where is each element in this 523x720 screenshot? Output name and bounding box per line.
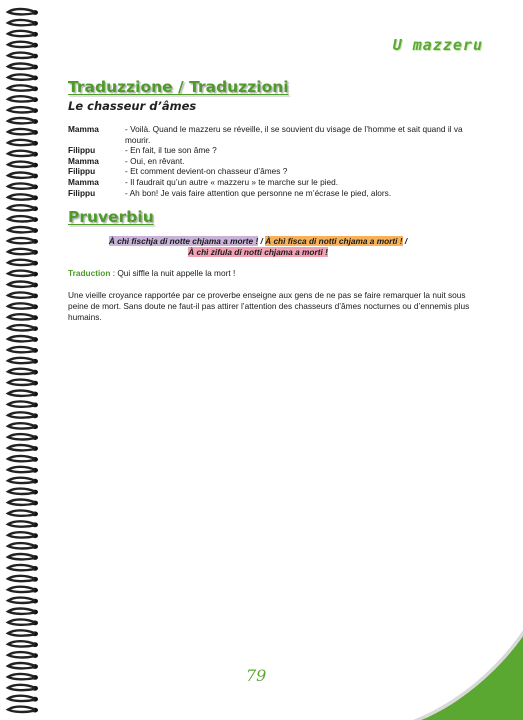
translation <box>68 268 488 279</box>
binding-ring <box>8 587 38 593</box>
speaker: Mamma <box>68 124 99 134</box>
dialogue <box>68 124 478 198</box>
section-title-translation: Traduzzione / Traduzzioni <box>68 78 289 96</box>
binding-ring <box>8 641 38 647</box>
binding-ring <box>8 292 38 298</box>
binding-ring <box>8 685 38 691</box>
binding-ring <box>8 129 38 135</box>
binding-ring <box>8 336 38 342</box>
proverb-variant-2: À chì fisca di notti chjama a morti ! <box>265 236 403 246</box>
speech: - En fait, il tue son âme ? <box>125 145 217 156</box>
binding-ring <box>8 314 38 320</box>
binding-ring <box>8 434 38 440</box>
speaker: Filippu <box>68 166 96 177</box>
binding-ring <box>8 510 38 516</box>
binding-ring <box>8 85 38 91</box>
binding-ring <box>8 303 38 309</box>
binding-ring <box>8 173 38 179</box>
binding-ring <box>8 282 38 288</box>
binding-ring <box>8 423 38 429</box>
binding-ring <box>8 20 38 26</box>
binding-ring <box>8 478 38 484</box>
dialogue-line <box>68 188 478 199</box>
speaker: Mamma <box>68 176 99 187</box>
binding-ring <box>8 609 38 615</box>
binding-ring <box>8 74 38 80</box>
binding-ring <box>8 456 38 462</box>
binding-ring <box>8 401 38 407</box>
binding-ring <box>8 53 38 59</box>
binding-ring <box>8 216 38 222</box>
binding-ring <box>8 391 38 397</box>
binding-ring <box>8 260 38 266</box>
translation-label: Traduction <box>68 268 111 278</box>
binding-ring <box>8 565 38 571</box>
dialogue-line <box>68 177 478 188</box>
speaker: Mamma <box>68 155 99 166</box>
speech: - Il faudrait qu’un autre « mazzeru » te marche sur le pied. <box>125 176 339 187</box>
binding-ring <box>8 630 38 636</box>
binding-ring <box>8 347 38 353</box>
binding-ring <box>8 107 38 113</box>
binding-ring <box>8 554 38 560</box>
binding-ring <box>8 151 38 157</box>
proverb-separator: / <box>402 236 408 246</box>
binding-ring <box>8 598 38 604</box>
binding-ring <box>8 162 38 168</box>
binding-ring <box>8 619 38 625</box>
speaker: Filippu <box>68 187 96 198</box>
proverb-variant-3: À chì zifula di notti chjama a morti ! <box>188 247 328 258</box>
binding-ring <box>8 140 38 146</box>
binding-ring <box>8 358 38 364</box>
binding-ring <box>8 696 38 702</box>
binding-ring <box>8 249 38 255</box>
binding-ring <box>8 489 38 495</box>
binding-ring <box>8 96 38 102</box>
binding-ring <box>8 271 38 277</box>
binding-ring <box>8 205 38 211</box>
binding-ring <box>8 521 38 527</box>
binding-ring <box>8 238 38 244</box>
binding-ring <box>8 663 38 669</box>
binding-ring <box>8 227 38 233</box>
dialogue-line <box>68 156 478 167</box>
explanation-paragraph: Une vieille croyance rapportée par ce proverbe enseigne aux gens de ne pas se faire remarquer la nuit sous peine de mort. Sans doute ne faut-il pas attirer l’attention des chasseurs d’âmes nocturnes ou d’ennemis plus humains. <box>68 290 470 322</box>
corner-decoration <box>413 630 523 720</box>
binding-ring <box>8 42 38 48</box>
translation-text: : Qui siffle la nuit appelle la mort ! <box>110 268 236 278</box>
spiral-binding <box>0 0 48 720</box>
binding-ring <box>8 118 38 124</box>
binding-ring <box>8 576 38 582</box>
dialogue-line <box>68 145 478 156</box>
binding-ring <box>8 500 38 506</box>
binding-ring <box>8 445 38 451</box>
binding-ring <box>8 707 38 713</box>
proverb-separator: / <box>258 236 266 246</box>
binding-ring <box>8 325 38 331</box>
dialogue-line <box>68 166 478 177</box>
binding-ring <box>8 652 38 658</box>
section-title-proverb: Pruverbiu <box>68 208 154 226</box>
dialogue-line <box>68 124 478 145</box>
binding-ring <box>8 543 38 549</box>
binding-ring <box>8 369 38 375</box>
binding-ring <box>8 532 38 538</box>
header-title: U mazzeru <box>392 36 483 54</box>
speech: - Voilà. Quand le mazzeru se réveille, il se souvient du visage de l’homme et sait quand il va mourir. <box>125 124 463 145</box>
speech: - Et comment devient-on chasseur d’âmes ? <box>125 166 288 177</box>
binding-ring <box>8 380 38 386</box>
speech: - Ah bon! Je vais faire attention que personne ne m’écrase le pied, alors. <box>125 187 392 198</box>
binding-ring <box>8 9 38 15</box>
binding-ring <box>8 194 38 200</box>
binding-ring <box>8 183 38 189</box>
binding-ring <box>8 674 38 680</box>
binding-ring <box>8 467 38 473</box>
proverb-variant-1: À chì fischja di notte chjama a morte ! <box>108 236 259 246</box>
speech: - Oui, en rêvant. <box>125 155 185 166</box>
binding-ring <box>8 64 38 70</box>
binding-ring <box>8 31 38 37</box>
binding-ring <box>8 412 38 418</box>
page-number: 79 <box>246 666 267 685</box>
speaker: Filippu <box>68 145 96 156</box>
section-subtitle: Le chasseur d’âmes <box>68 99 197 113</box>
proverb <box>68 236 448 258</box>
